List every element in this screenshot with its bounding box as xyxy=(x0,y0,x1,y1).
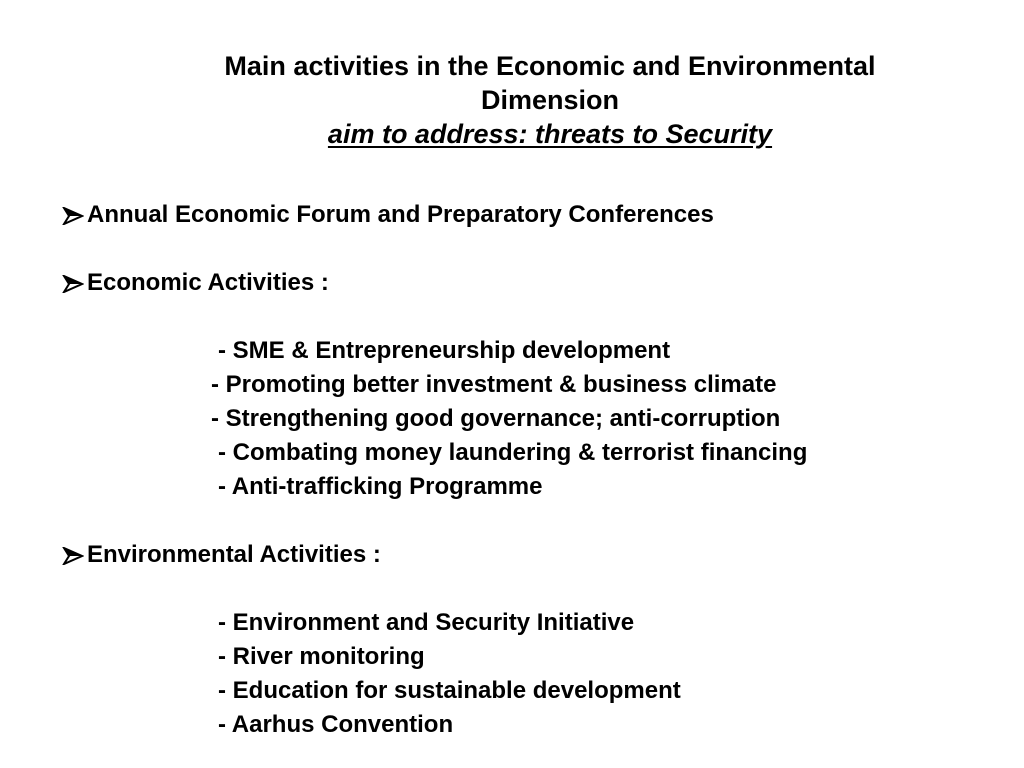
list-item: - Anti-trafficking Programme xyxy=(218,473,543,500)
bullet-annual-forum xyxy=(62,200,714,230)
bullet-label: Economic Activities : xyxy=(87,269,329,296)
list-item: - River monitoring xyxy=(218,643,425,670)
list-item: - Strengthening good governance; anti-corruption xyxy=(211,405,781,432)
arrowhead-bullet-icon xyxy=(62,540,87,565)
list-item: - Combating money laundering & terrorist financing xyxy=(218,439,808,466)
list-item: - SME & Entrepreneurship development xyxy=(218,337,671,364)
bullet-economic-activities xyxy=(62,268,329,298)
bullet-environmental-activities xyxy=(62,540,381,570)
list-item: - Promoting better investment & business climate xyxy=(211,371,777,398)
list-item: - Environment and Security Initiative xyxy=(218,609,635,636)
list-item: - Education for sustainable development xyxy=(218,677,681,704)
arrowhead-bullet-icon xyxy=(62,268,87,293)
list-item: - Aarhus Convention xyxy=(218,711,454,738)
bullet-label: Annual Economic Forum and Preparatory Conferences xyxy=(87,201,714,228)
title-line-2: Dimension xyxy=(480,85,620,115)
title-subtitle: aim to address: threats to Security xyxy=(327,119,773,149)
bullet-label: Environmental Activities : xyxy=(87,541,381,568)
slide-title xyxy=(130,49,970,151)
title-line-1: Main activities in the Economic and Environmental xyxy=(224,51,876,81)
arrowhead-bullet-icon xyxy=(62,200,87,225)
